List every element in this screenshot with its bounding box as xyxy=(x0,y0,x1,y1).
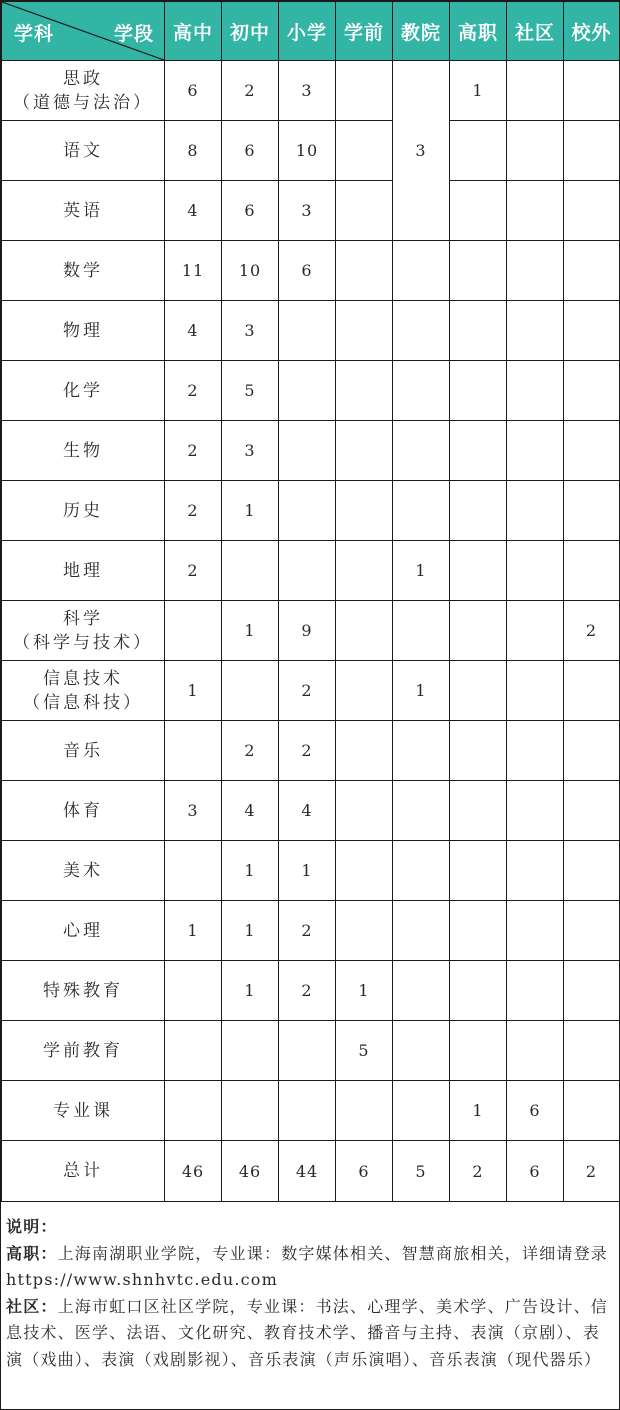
value-cell-extracurricular xyxy=(564,661,620,721)
value-cell-preschool xyxy=(336,181,393,241)
value-cell-junior-high: 4 xyxy=(222,781,279,841)
value-cell-primary: 2 xyxy=(279,961,336,1021)
value-cell-community: 6 xyxy=(507,1081,564,1141)
table-row xyxy=(2,721,620,781)
value-cell-vocational xyxy=(450,301,507,361)
value-cell-preschool xyxy=(336,421,393,481)
value-cell-extracurricular xyxy=(564,181,620,241)
column-header-junior-high: 初中 xyxy=(222,2,279,61)
value-cell-teacher-college: 1 xyxy=(393,661,450,721)
notes-title: 说明： xyxy=(6,1217,58,1236)
subject-name: 化学 xyxy=(63,380,103,401)
total-cell-community: 6 xyxy=(507,1141,564,1202)
subject-name: 信息技术 xyxy=(43,668,123,689)
value-cell-teacher-college xyxy=(393,1081,450,1141)
subject-cell xyxy=(2,901,165,961)
value-cell-junior-high xyxy=(222,541,279,601)
table-row xyxy=(2,181,620,241)
table-row xyxy=(2,541,620,601)
value-cell-high-school: 1 xyxy=(165,901,222,961)
value-cell-primary: 3 xyxy=(279,61,336,121)
value-cell-high-school: 8 xyxy=(165,121,222,181)
value-cell-junior-high: 1 xyxy=(222,961,279,1021)
value-cell-junior-high: 1 xyxy=(222,901,279,961)
value-cell-teacher-college xyxy=(393,361,450,421)
value-cell-community xyxy=(507,601,564,661)
subject-cell xyxy=(2,841,165,901)
table-row xyxy=(2,241,620,301)
value-cell-high-school: 4 xyxy=(165,181,222,241)
value-cell-junior-high xyxy=(222,1021,279,1081)
value-cell-high-school: 2 xyxy=(165,421,222,481)
value-cell-high-school xyxy=(165,841,222,901)
value-cell-community xyxy=(507,481,564,541)
value-cell-preschool xyxy=(336,241,393,301)
table-row xyxy=(2,61,620,121)
subject-cell xyxy=(2,781,165,841)
note-vocational xyxy=(6,1241,614,1294)
total-label: 总计 xyxy=(2,1141,165,1202)
column-header-high-school: 高中 xyxy=(165,2,222,61)
subject-cell xyxy=(2,721,165,781)
value-cell-primary: 2 xyxy=(279,721,336,781)
value-cell-high-school xyxy=(165,721,222,781)
value-cell-community xyxy=(507,1021,564,1081)
header-row xyxy=(2,2,620,61)
subject-name: 思政 xyxy=(63,68,103,89)
table-row xyxy=(2,301,620,361)
subject-name: 体育 xyxy=(63,800,103,821)
column-header-extracurricular: 校外 xyxy=(564,2,620,61)
subject-cell xyxy=(2,961,165,1021)
table-row xyxy=(2,601,620,661)
column-header-vocational: 高职 xyxy=(450,2,507,61)
note-community-text: 上海市虹口区社区学院，专业课：书法、心理学、美术学、广告设计、信息技术、医学、法语、文化研究、教育技术学、播音与主持、表演（京剧）、表演（戏曲）、表演（戏剧影视）、音乐表演（声乐演唱）、音乐表演（现代器乐） xyxy=(6,1296,609,1369)
value-cell-high-school: 2 xyxy=(165,541,222,601)
value-cell-primary xyxy=(279,421,336,481)
value-cell-teacher-college xyxy=(393,601,450,661)
column-header-primary: 小学 xyxy=(279,2,336,61)
value-cell-high-school: 1 xyxy=(165,661,222,721)
value-cell-vocational xyxy=(450,781,507,841)
value-cell-extracurricular xyxy=(564,61,620,121)
total-cell-high-school: 46 xyxy=(165,1141,222,1202)
value-cell-teacher-college xyxy=(393,241,450,301)
value-cell-community xyxy=(507,241,564,301)
table-row xyxy=(2,421,620,481)
subject-header-label: 学科 xyxy=(14,23,55,45)
subject-name: 美术 xyxy=(63,860,103,881)
value-cell-primary xyxy=(279,1081,336,1141)
value-cell-junior-high xyxy=(222,1081,279,1141)
subject-cell xyxy=(2,1081,165,1141)
value-cell-extracurricular xyxy=(564,1081,620,1141)
subject-subtitle: （科学与技术） xyxy=(13,632,153,653)
value-cell-junior-high: 10 xyxy=(222,241,279,301)
value-cell-teacher-college xyxy=(393,841,450,901)
value-cell-preschool xyxy=(336,361,393,421)
value-cell-vocational xyxy=(450,421,507,481)
value-cell-vocational xyxy=(450,481,507,541)
subject-cell xyxy=(2,421,165,481)
table-row xyxy=(2,121,620,181)
value-cell-primary xyxy=(279,301,336,361)
value-cell-vocational: 1 xyxy=(450,1081,507,1141)
value-cell-extracurricular xyxy=(564,961,620,1021)
value-cell-extracurricular xyxy=(564,241,620,301)
value-cell-junior-high xyxy=(222,661,279,721)
value-cell-preschool xyxy=(336,781,393,841)
subject-name: 心理 xyxy=(63,920,103,941)
value-cell-junior-high: 2 xyxy=(222,61,279,121)
value-cell-vocational xyxy=(450,361,507,421)
value-cell-vocational xyxy=(450,961,507,1021)
value-cell-preschool xyxy=(336,901,393,961)
stage-header-label: 学段 xyxy=(113,23,154,45)
subject-name: 学前教育 xyxy=(43,1040,123,1061)
value-cell-preschool xyxy=(336,61,393,121)
value-cell-junior-high: 1 xyxy=(222,481,279,541)
value-cell-community xyxy=(507,961,564,1021)
value-cell-primary: 6 xyxy=(279,241,336,301)
note-community xyxy=(6,1294,614,1374)
value-cell-vocational xyxy=(450,541,507,601)
total-cell-vocational: 2 xyxy=(450,1141,507,1202)
value-cell-high-school: 3 xyxy=(165,781,222,841)
value-cell-extracurricular xyxy=(564,121,620,181)
value-cell-high-school xyxy=(165,1021,222,1081)
note-vocational-text: 上海南湖职业学院，专业课：数字媒体相关、智慧商旅相关，详细请登录https://www.shnhvtc.edu.com xyxy=(6,1243,609,1289)
value-cell-high-school xyxy=(165,601,222,661)
value-cell-primary: 2 xyxy=(279,661,336,721)
subject-name: 特殊教育 xyxy=(43,980,123,1001)
total-cell-primary: 44 xyxy=(279,1141,336,1202)
subject-cell xyxy=(2,241,165,301)
value-cell-vocational xyxy=(450,121,507,181)
total-cell-junior-high: 46 xyxy=(222,1141,279,1202)
subject-cell xyxy=(2,61,165,121)
value-cell-primary xyxy=(279,541,336,601)
subject-cell xyxy=(2,361,165,421)
value-cell-teacher-college xyxy=(393,421,450,481)
value-cell-preschool xyxy=(336,481,393,541)
table-row xyxy=(2,661,620,721)
subject-name: 语文 xyxy=(63,140,103,161)
value-cell-primary: 2 xyxy=(279,901,336,961)
value-cell-teacher-college: 1 xyxy=(393,541,450,601)
value-cell-high-school: 11 xyxy=(165,241,222,301)
table-row xyxy=(2,481,620,541)
subject-cell xyxy=(2,481,165,541)
value-cell-vocational xyxy=(450,241,507,301)
value-cell-extracurricular xyxy=(564,721,620,781)
value-cell-teacher-college xyxy=(393,781,450,841)
value-cell-primary: 9 xyxy=(279,601,336,661)
column-header-teacher-college: 教院 xyxy=(393,2,450,61)
value-cell-primary: 3 xyxy=(279,181,336,241)
value-cell-preschool xyxy=(336,721,393,781)
value-cell-preschool xyxy=(336,841,393,901)
value-cell-vocational xyxy=(450,901,507,961)
total-cell-teacher-college: 5 xyxy=(393,1141,450,1202)
value-cell-extracurricular: 2 xyxy=(564,601,620,661)
notes-section xyxy=(1,1202,619,1373)
subject-subtitle: （信息科技） xyxy=(23,692,143,713)
value-cell-junior-high: 1 xyxy=(222,601,279,661)
subject-cell xyxy=(2,601,165,661)
value-cell-community xyxy=(507,721,564,781)
value-cell-primary xyxy=(279,361,336,421)
value-cell-preschool: 1 xyxy=(336,961,393,1021)
subject-name: 数学 xyxy=(63,260,103,281)
subject-name: 历史 xyxy=(63,500,103,521)
value-cell-preschool xyxy=(336,1081,393,1141)
value-cell-preschool xyxy=(336,541,393,601)
value-cell-preschool xyxy=(336,301,393,361)
subject-cell xyxy=(2,121,165,181)
subject-cell xyxy=(2,661,165,721)
note-vocational-lead: 高职： xyxy=(6,1243,58,1263)
value-cell-junior-high: 5 xyxy=(222,361,279,421)
value-cell-extracurricular xyxy=(564,481,620,541)
value-cell-vocational xyxy=(450,661,507,721)
value-cell-junior-high: 6 xyxy=(222,181,279,241)
value-cell-vocational xyxy=(450,841,507,901)
value-cell-primary: 10 xyxy=(279,121,336,181)
value-cell-high-school: 2 xyxy=(165,361,222,421)
value-cell-vocational xyxy=(450,181,507,241)
value-cell-teacher-college xyxy=(393,301,450,361)
value-cell-extracurricular xyxy=(564,541,620,601)
subject-cell xyxy=(2,181,165,241)
value-cell-primary: 4 xyxy=(279,781,336,841)
subject-name: 专业课 xyxy=(53,1100,113,1121)
table-row xyxy=(2,841,620,901)
subject-name: 物理 xyxy=(63,320,103,341)
value-cell-extracurricular xyxy=(564,301,620,361)
value-cell-extracurricular xyxy=(564,781,620,841)
subject-cell xyxy=(2,1021,165,1081)
value-cell-vocational xyxy=(450,601,507,661)
value-cell-community xyxy=(507,181,564,241)
value-cell-primary xyxy=(279,1021,336,1081)
value-cell-teacher-college xyxy=(393,901,450,961)
value-cell-teacher-college xyxy=(393,481,450,541)
value-cell-vocational: 1 xyxy=(450,61,507,121)
value-cell-high-school: 4 xyxy=(165,301,222,361)
column-header-preschool: 学前 xyxy=(336,2,393,61)
table-row xyxy=(2,1081,620,1141)
total-cell-extracurricular: 2 xyxy=(564,1141,620,1202)
value-cell-community xyxy=(507,781,564,841)
value-cell-community xyxy=(507,361,564,421)
value-cell-vocational xyxy=(450,721,507,781)
value-cell-junior-high: 1 xyxy=(222,841,279,901)
value-cell-teacher-college xyxy=(393,1021,450,1081)
value-cell-community xyxy=(507,121,564,181)
value-cell-junior-high: 3 xyxy=(222,301,279,361)
value-cell-community xyxy=(507,421,564,481)
value-cell-preschool xyxy=(336,661,393,721)
value-cell-extracurricular xyxy=(564,841,620,901)
value-cell-community xyxy=(507,61,564,121)
value-cell-primary: 1 xyxy=(279,841,336,901)
table-row xyxy=(2,1021,620,1081)
total-cell-preschool: 6 xyxy=(336,1141,393,1202)
value-cell-extracurricular xyxy=(564,361,620,421)
value-cell-primary xyxy=(279,481,336,541)
value-cell-community xyxy=(507,901,564,961)
column-header-community: 社区 xyxy=(507,2,564,61)
value-cell-community xyxy=(507,541,564,601)
value-cell-high-school xyxy=(165,961,222,1021)
value-cell-high-school: 6 xyxy=(165,61,222,121)
table-row xyxy=(2,901,620,961)
value-cell-junior-high: 2 xyxy=(222,721,279,781)
value-cell-high-school xyxy=(165,1081,222,1141)
subject-cell xyxy=(2,541,165,601)
table-row xyxy=(2,361,620,421)
value-cell-preschool xyxy=(336,601,393,661)
note-community-lead: 社区： xyxy=(6,1296,58,1316)
subject-name: 科学 xyxy=(63,608,103,629)
value-cell-preschool: 5 xyxy=(336,1021,393,1081)
value-cell-junior-high: 3 xyxy=(222,421,279,481)
subject-name: 生物 xyxy=(63,440,103,461)
value-cell-extracurricular xyxy=(564,421,620,481)
value-cell-extracurricular xyxy=(564,901,620,961)
table-row xyxy=(2,961,620,1021)
subject-name: 地理 xyxy=(63,560,103,581)
value-cell-teacher-college xyxy=(393,721,450,781)
value-cell-community xyxy=(507,841,564,901)
value-cell-community xyxy=(507,301,564,361)
value-cell-vocational xyxy=(450,1021,507,1081)
value-cell-teacher-college xyxy=(393,961,450,1021)
corner-header-cell xyxy=(2,2,165,61)
value-cell-high-school: 2 xyxy=(165,481,222,541)
value-cell-extracurricular xyxy=(564,1021,620,1081)
merged-cell-teacher-college: 3 xyxy=(393,61,450,241)
subject-name: 音乐 xyxy=(63,740,103,761)
value-cell-junior-high: 6 xyxy=(222,121,279,181)
staffing-table xyxy=(1,1,620,1202)
subject-cell xyxy=(2,301,165,361)
value-cell-community xyxy=(507,661,564,721)
subject-name: 英语 xyxy=(63,200,103,221)
table-row xyxy=(2,781,620,841)
value-cell-preschool xyxy=(336,121,393,181)
total-row xyxy=(2,1141,620,1202)
subject-subtitle: （道德与法治） xyxy=(13,92,153,113)
